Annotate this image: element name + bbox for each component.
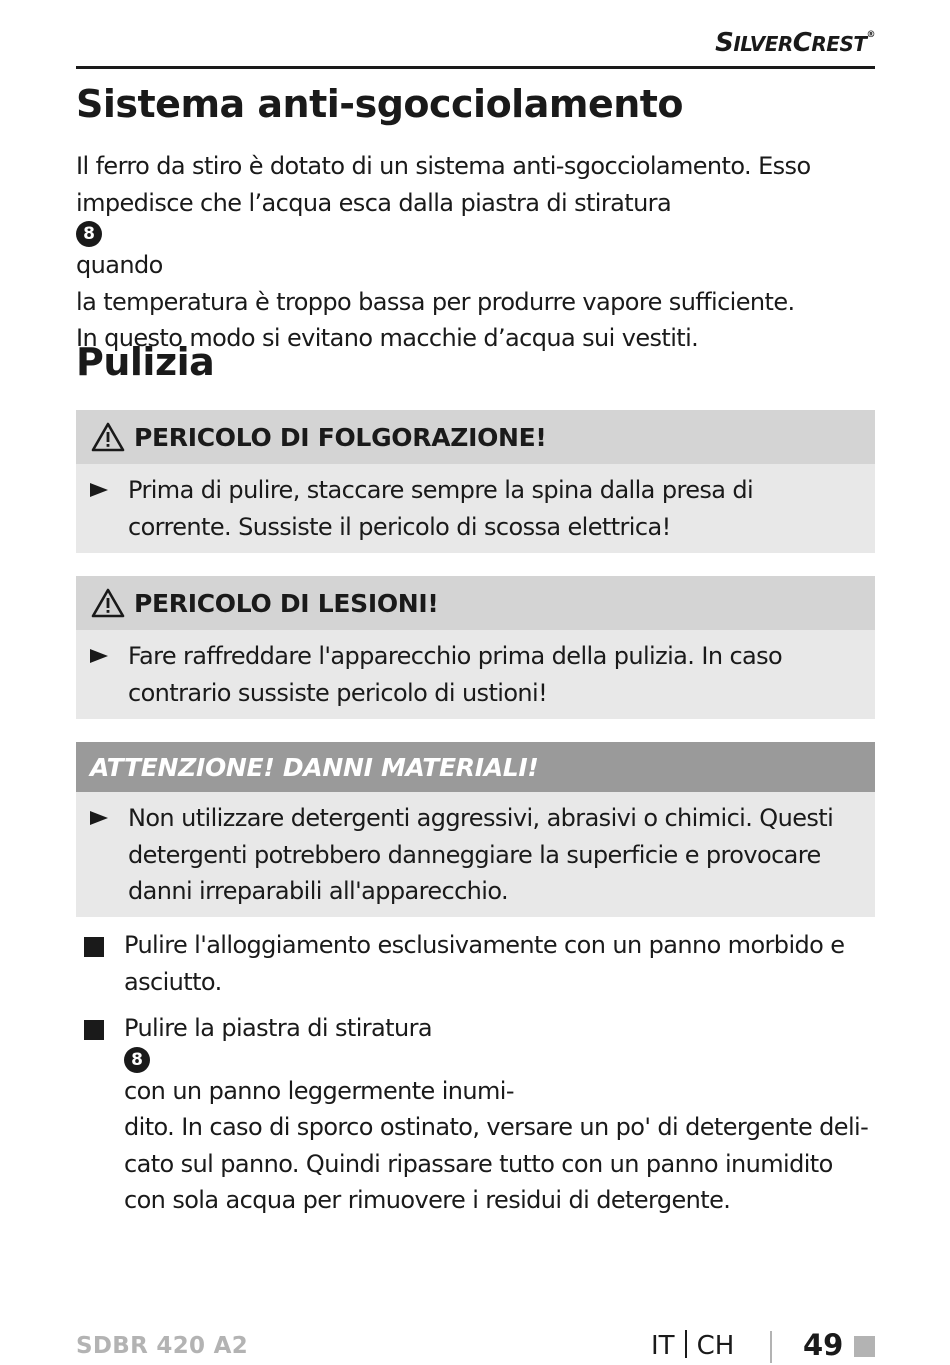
text-line: la temperatura è troppo bassa per produrre vapore sufficiente.: [76, 287, 795, 316]
text-line: Il ferro da stiro è dotato di un sistema anti-sgocciolamento. Esso: [76, 152, 811, 180]
warning-box-injury: [76, 576, 875, 719]
text-line: asciutto.: [124, 967, 222, 996]
text-line: dito. In caso di sporco ostinato, versare un po' di detergente deli-: [124, 1113, 869, 1141]
footer-divider: [770, 1331, 772, 1363]
text-line: cato sul panno. Quindi ripassare tutto con un panno inumidito: [124, 1149, 833, 1178]
text-line: Non utilizzare detergenti aggressivi, abrasivi o chimici. Questi: [128, 804, 834, 832]
warning-header: [76, 410, 875, 464]
arrow-bullet-icon: [90, 483, 108, 497]
list-item: [76, 1010, 896, 1219]
page-number: 49: [803, 1328, 844, 1362]
notice-title: ATTENZIONE! DANNI MATERIALI!: [90, 752, 539, 782]
reference-number-badge: 8: [124, 1047, 150, 1073]
brand-logo: SILVERCREST®: [715, 28, 875, 58]
text-line: Pulire la piastra di stiratura 8 con un panno leggermente inumi-: [124, 1014, 514, 1105]
list-item: [76, 927, 896, 1000]
warning-body: [76, 630, 875, 719]
arrow-bullet-icon: [90, 649, 108, 663]
arrow-bullet-icon: [90, 811, 108, 825]
text-line: Pulire l'alloggiamento esclusivamente con un panno morbido e: [124, 931, 845, 959]
text-line: danni irreparabili all'apparecchio.: [128, 877, 509, 905]
warning-body: [76, 464, 875, 553]
language-indicator: IT CH: [651, 1331, 735, 1361]
reference-number-badge: 8: [76, 221, 102, 247]
manual-page: [76, 0, 875, 1365]
model-number: SDBR 420 A2: [76, 1333, 249, 1359]
notice-body: [76, 792, 875, 918]
notice-box-material-damage: [76, 742, 875, 917]
notice-header: [76, 742, 875, 792]
text-line: contrario sussiste pericolo di ustioni!: [128, 678, 548, 707]
warning-title: PERICOLO DI FOLGORAZIONE!: [134, 422, 547, 452]
warning-header: [76, 576, 875, 630]
antidrip-paragraph: [76, 148, 875, 357]
text-line: In questo modo si evitano macchie d’acqua sui vestiti.: [76, 324, 699, 352]
warning-box-electric-shock: [76, 410, 875, 553]
text-line: con sola acqua per rimuovere i residui di detergente.: [124, 1186, 731, 1214]
text-line: detergenti potrebbero danneggiare la superficie e provocare: [128, 840, 821, 869]
page-marker-square: [854, 1336, 875, 1357]
cleaning-heading: Pulizia: [76, 340, 215, 384]
header-rule: [76, 66, 875, 69]
antidrip-heading: Sistema anti-sgocciolamento: [76, 82, 684, 126]
text-line: corrente. Sussiste il pericolo di scossa elettrica!: [128, 512, 671, 541]
text-line: impedisce che l’acqua esca dalla piastra di stiratura 8 quando: [76, 188, 672, 279]
warning-triangle-icon: [90, 587, 126, 619]
square-bullet-icon: [84, 937, 104, 957]
warning-title: PERICOLO DI LESIONI!: [134, 588, 439, 618]
warning-triangle-icon: [90, 421, 126, 453]
text-line: Fare raffreddare l'apparecchio prima della pulizia. In caso: [128, 642, 783, 670]
text-line: Prima di pulire, staccare sempre la spina dalla presa di: [128, 476, 754, 504]
square-bullet-icon: [84, 1020, 104, 1040]
